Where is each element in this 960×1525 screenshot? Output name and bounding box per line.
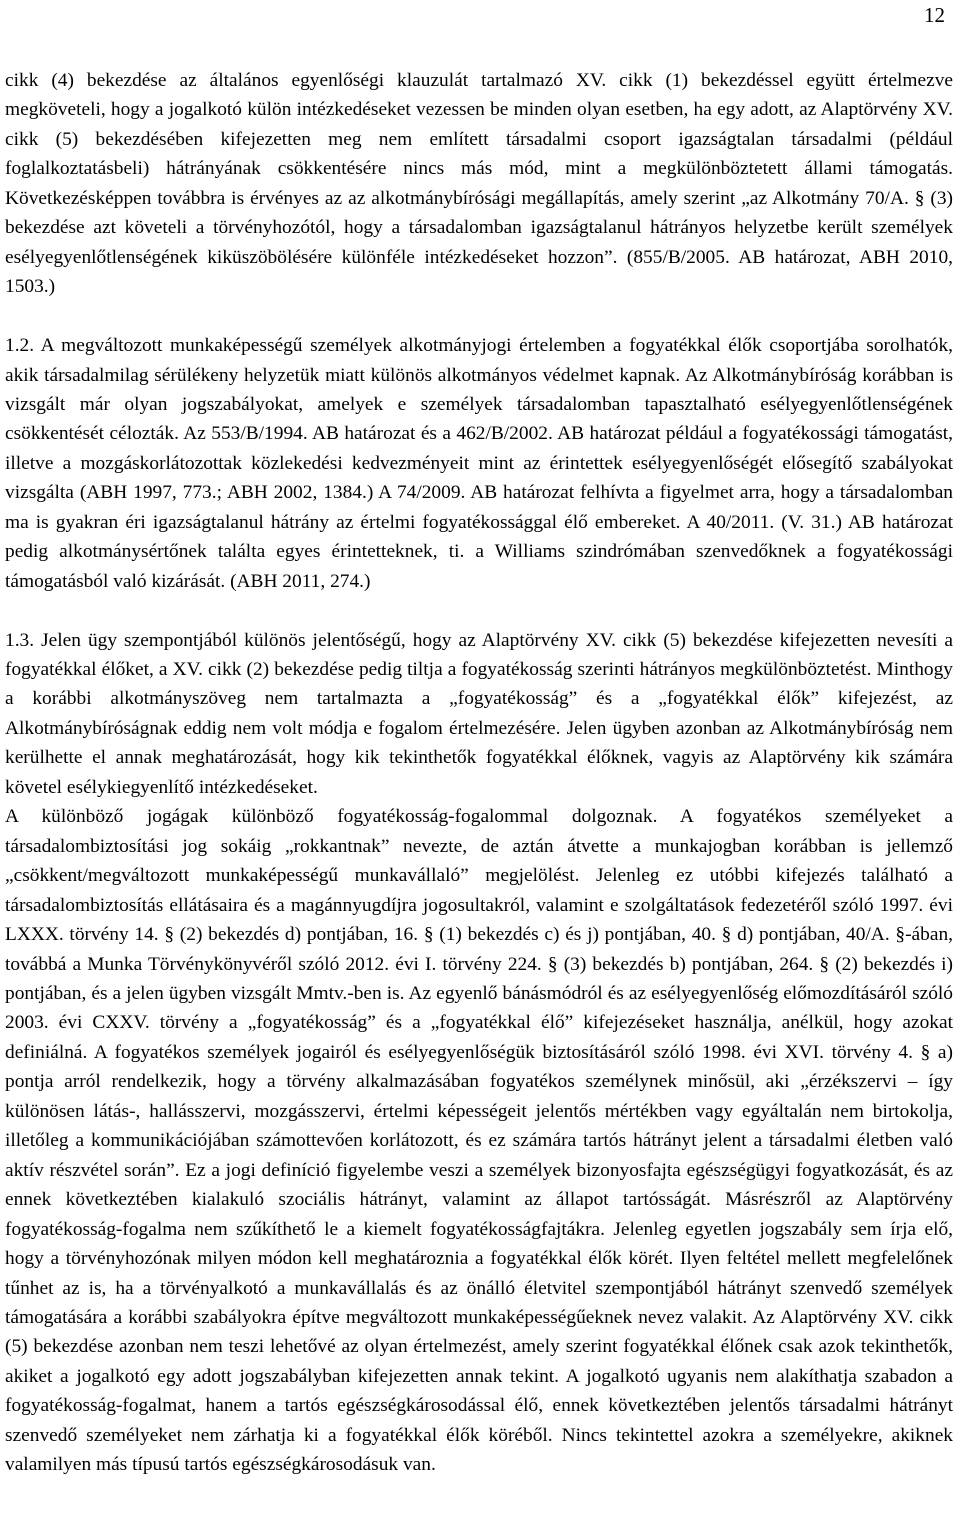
page-number: 12: [924, 3, 945, 27]
paragraph-1-2: 1.2. A megváltozott munkaképességű személyek alkotmányjogi értelemben a fogyatékkal élők csoportjába sorolhatók, akik társadalmilag sérülékeny helyzetük miatt különös alkotmányos védelmet kapnak. Az Alkotmánybíróság korábban is vizsgált már olyan jogszabályokat, amelyek e személyek társadalomban tapasztalható esélyegyenlőtlenségének csökkentését célozták. Az 553/B/1994. AB határozat és a 462/B/2002. AB határozat például a fogyatékossági támogatást, illetve a mozgáskorlátozottak közlekedési kedvezményeit mint az érintettek esélyegyenlőségét elősegítő szabályokat vizsgálta (ABH 1997, 773.; ABH 2002, 1384.) A 74/2009. AB határozat felhívta a figyelmet arra, hogy a társadalomban ma is gyakran éri igazságtalanul hátrány az értelmi fogyatékossággal élő embereket. A 40/2011. (V. 31.) AB határozat pedig alkotmánysértőnek találta egyes érintetteknek, ti. a Williams szindrómában szenvedőknek a fogyatékossági támogatásból való kizárását. (ABH 2011, 274.): [5, 335, 953, 592]
paragraph-continuation: cikk (4) bekezdése az általános egyenlőségi klauzulát tartalmazó XV. cikk (1) bekezdéssel együtt értelmezve megköveteli, hogy a jogalkotó külön intézkedéseket vezessen be minden olyan esetben, ha egy adott, az Alaptörvény XV. cikk (5) bekezdésében kifejezetten meg nem említett társadalmi csoport igazságtalan társadalmi (például foglalkoztatásbeli) hátrányának csökkentésére nincs más mód, mint a megkülönböztetett állami támogatás. Következésképpen továbbra is érvényes az az alkotmánybírósági megállapítás, amely szerint „az Alkotmány 70/A. § (3) bekezdése azt követeli a törvényhozótól, hogy a társadalomban igazságtalanul hátrányos helyzetbe került személyek esélyegyenlőtlenségének kiküszöbölésére különféle intézkedéseket hozzon”. (855/B/2005. AB határozat, ABH 2010, 1503.): [5, 70, 953, 298]
paragraph-gap: [5, 596, 953, 625]
paragraph-1-3: 1.3. Jelen ügy szempontjából különös jelentőségű, hogy az Alaptörvény XV. cikk (5) bekezdése kifejezetten nevesíti a fogyatékkal élőket, a XV. cikk (2) bekezdése pedig tiltja a fogyatékosság szerinti hátrányos megkülönböztetést. Minthogy a korábbi alkotmányszöveg nem tartalmazta a „fogyatékosság” és a „fogyatékkal élők” kifejezést, az Alkotmánybíróságnak eddig nem volt módja e fogalom értelmezésére. Jelen ügyben azonban az Alkotmánybíróság nem kerülhette el annak meghatározását, hogy kik tekinthetők fogyatékkal élőknek, vagyis az Alaptörvény kik számára követel esélykiegyenlítő intézkedéseket.: [5, 629, 953, 798]
paragraph-disability-concepts: A különböző jogágak különböző fogyatékosság-fogalommal dolgoznak. A fogyatékos személyeket a társadalombiztosítási jog sokáig „rokkantnak” nevezte, de aztán átvette a munkajogban korábban is jellemző „csökkent/megváltozott munkaképességű munkavállaló” megjelölést. Jelenleg ez utóbbi kifejezés található a társadalombiztosítás ellátásaira és a magánnyugdíjra jogosultakról, valamint e szolgáltatások fedezetéről szóló 1997. évi LXXX. törvény 14. § (2) bekezdés d) pontjában, 16. § (1) bekezdés c) és j) pontjában, 40. § d) pontjában, 40/A. §-ában, továbbá a Munka Törvénykönyvéről szóló 2012. évi I. törvény 224. § (3) bekezdés b) pontjában, 264. § (2) bekezdés i) pontjában, és a jelen ügyben vizsgált Mmtv.-ben is. Az egyenlő bánásmódról és az esélyegyenlőség előmozdításáról szóló 2003. évi CXXV. törvény a „fogyatékosság” és a „fogyatékkal élő” kifejezéseket használja, anélkül, hogy azokat definiálná. A fogyatékos személyek jogairól és esélyegyenlőségük biztosításáról szóló 1998. évi XVI. törvény 4. § a) pontja arról rendelkezik, hogy a törvény alkalmazásában fogyatékos személynek minősül, aki „érzékszervi – így különösen látás-, hallásszervi, mozgásszervi, értelmi képességeit jelentős mértékben vagy egyáltalán nem birtokolja, illetőleg a kommunikációjában számottevően korlátozott, és ez számára tartós hátrányt jelent a társadalmi életben való aktív részvétel során”. Ez a jogi definíció figyelembe veszi a személyek bizonyosfajta egészségügyi fogyatkozását, és az ennek következtében kialakuló szociális hátrányt, valamint az állapot tartósságát. Másrészről az Alaptörvény fogyatékosság-fogalma nem szűkíthető le a kiemelt fogyatékosságfajtákra. Jelenleg egyetlen jogszabály sem írja elő, hogy a törvényhozónak milyen módon kell meghatároznia a fogyatékkal élők körét. Ilyen feltétel mellett megfelelőnek tűnhet az is, ha a törvényalkotó a munkavállalás és az önálló életvitel szempontjából hátrányt szenvedő személyek támogatására a korábbi szabályokra építve megváltozott munkaképességűeknek nevez valakit. Az Alaptörvény XV. cikk (5) bekezdése azonban nem teszi lehetővé az olyan értelmezést, amely szerint fogyatékkal élőnek csak azok tekinthetők, akiket a jogalkotó egy adott jogszabályban kifejezetten annak tekint. A jogalkotó ugyanis nem alakíthatja szabadon a fogyatékosság-fogalmat, hanem a tartós egészségkárosodással élő, ennek következtében jelentős társadalmi hátrányt szenvedő személyeket nem zárhatja ki a fogyatékkal élők köréből. Nincs tekintettel azokra a személyekre, akiknek valamilyen más típusú tartós egészségkárosodásuk van.: [5, 806, 953, 1476]
paragraph-gap: [5, 302, 953, 331]
document-body: [5, 66, 953, 1480]
